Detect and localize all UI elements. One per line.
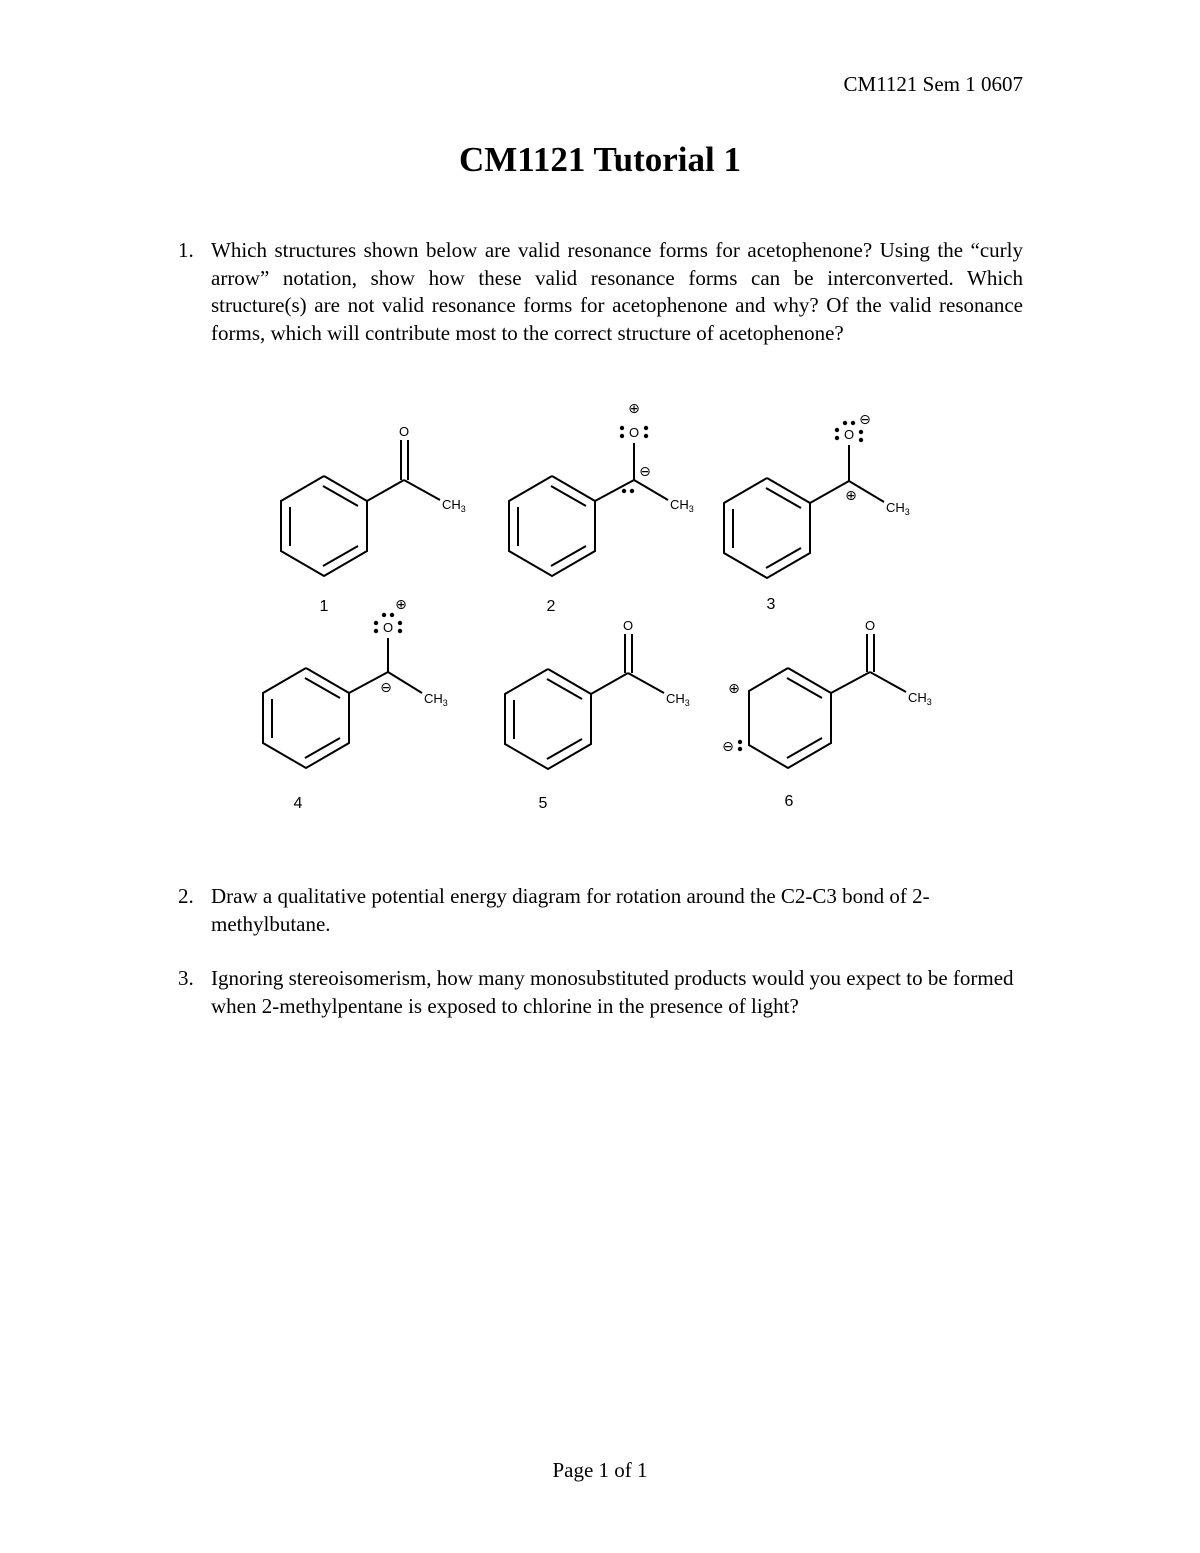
minus-charge: ⊖ xyxy=(639,463,651,479)
oxygen-label: O xyxy=(628,425,640,440)
plus-charge: ⊕ xyxy=(728,680,740,696)
structure-label-4: 4 xyxy=(293,795,303,812)
plus-charge: ⊕ xyxy=(845,487,857,503)
methyl-label: $CH_3$ xyxy=(666,691,690,708)
question-number: 3. xyxy=(178,966,194,990)
question-2 xyxy=(178,883,1023,938)
question-text: Draw a qualitative potential energy diagram for rotation around the C2-C3 bond of 2-methylbutane. xyxy=(211,884,930,936)
question-text: Ignoring stereoisomerism, how many monosubstituted products would you expect to be formed when 2-methylpentane is exposed to chlorine in the presence of light? xyxy=(211,966,1014,1018)
methyl-label: $CH_3$ xyxy=(670,497,694,514)
question-number: 1. xyxy=(178,238,194,262)
plus-charge: ⊕ xyxy=(628,400,640,416)
lone-pair xyxy=(738,740,742,751)
structure-5 xyxy=(505,618,690,812)
structure-label-1: 1 xyxy=(319,598,329,615)
minus-charge: ⊖ xyxy=(380,679,392,695)
structure-3 xyxy=(724,411,910,613)
methyl-label: $CH_3$ xyxy=(424,691,448,708)
plus-charge: ⊕ xyxy=(395,596,407,612)
methyl-label: $CH_3$ xyxy=(908,690,932,707)
minus-charge: ⊖ xyxy=(722,738,734,754)
page-title: CM1121 Tutorial 1 xyxy=(459,140,741,179)
question-number: 2. xyxy=(178,884,194,908)
oxygen-label: O xyxy=(398,424,410,439)
page-footer: Page 1 of 1 xyxy=(552,1458,648,1482)
methyl-label: $CH_3$ xyxy=(442,497,466,514)
methyl-label: $CH_3$ xyxy=(886,500,910,517)
oxygen-label: O xyxy=(622,618,634,633)
oxygen-label: O xyxy=(382,620,394,635)
question-3 xyxy=(178,965,1023,1020)
structure-1 xyxy=(281,424,466,615)
structure-6 xyxy=(722,618,932,810)
oxygen-label: O xyxy=(864,618,876,633)
structure-label-2: 2 xyxy=(546,598,556,615)
question-text: Which structures shown below are valid resonance forms for acetophenone? Using the “curly arrow” notation, show how these valid resonance forms can be interconverted. Which structure(s) are not valid resonance forms for acetophenone and why? Of the valid resonance forms, which will contribute most to the correct structure of acetophenone? xyxy=(211,238,1023,345)
structure-label-6: 6 xyxy=(784,793,794,810)
structure-label-3: 3 xyxy=(766,596,776,613)
course-header: CM1121 Sem 1 0607 xyxy=(843,72,1023,96)
structure-2 xyxy=(509,400,694,615)
structure-label-5: 5 xyxy=(538,795,548,812)
minus-charge: ⊖ xyxy=(859,411,871,427)
oxygen-label: O xyxy=(843,427,855,442)
structure-4 xyxy=(263,596,448,812)
